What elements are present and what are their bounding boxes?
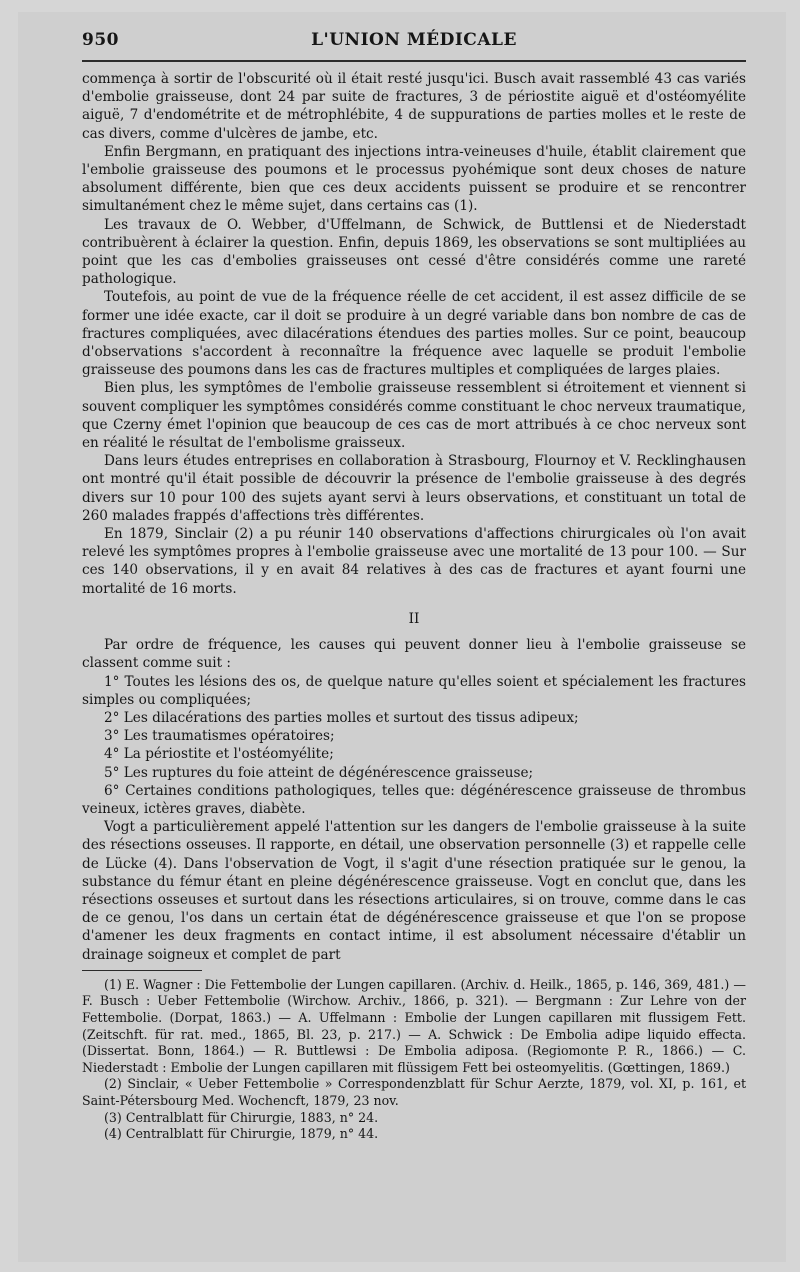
paragraph: Bien plus, les symptômes de l'embolie graisseuse ressemblent si étroitement et viennent si souvent compliquer les symptômes considérés comme constituant le choc nerveux traumatique, que Czerny émet l'opinion que beaucoup de ces cas de mort attribués à ce choc nerveux sont en réalité le résultat de l'embolisme graisseux. — [82, 380, 746, 452]
paragraph: Dans leurs études entreprises en collaboration à Strasbourg, Flournoy et V. Recklinghausen ont montré qu'il était possible de découvrir la présence de l'embolie graisseuse à des degrés divers sur 10 pour 100 des sujets ayant servi à leurs observations, et constituant un total de 260 malades frappés d'affections très différentes. — [82, 453, 746, 524]
footnotes — [82, 977, 746, 1143]
list-item: 6° Certaines conditions pathologiques, telles que: dégénérescence graisseuse de thrombus veineux, ictères graves, diabète. — [82, 782, 746, 817]
article-body — [82, 70, 746, 964]
running-header — [82, 30, 746, 58]
paragraph: En 1879, Sinclair (2) a pu réunir 140 observations d'affections chirurgicales où l'on avait relevé les symptômes propres à l'embolie graisseuse avec une mortalité de 13 pour 100. — Sur ces 140 observations, il y en avait 84 relatives à des cas de fractures et ayant fourni une mortalité de 16 morts. — [82, 526, 746, 597]
page-number: 950 — [82, 30, 119, 50]
journal-title: L'UNION MÉDICALE — [311, 30, 517, 50]
paragraph: Par ordre de fréquence, les causes qui peuvent donner lieu à l'embolie graisseuse se classent comme suit : — [82, 637, 746, 672]
footnote: (3) Centralblatt für Chirurgie, 1883, n° 24. — [104, 1109, 379, 1125]
paragraph: Enfin Bergmann, en pratiquant des injections intra-veineuses d'huile, établit clairement que l'embolie graisseuse des poumons et le processus pyohémique sont deux choses de nature absolument différente, bien que ces deux accidents puissent se produire et se rencontrer simultanément chez le même sujet, dans certains cas (1). — [82, 143, 746, 215]
list-item: 3° Les traumatismes opératoires; — [104, 728, 335, 745]
paragraph: Toutefois, au point de vue de la fréquence réelle de cet accident, il est assez difficile de se former une idée exacte, car il doit se produire à un degré variable dans bon nombre de cas de fractures compliquées, avec dilacérations étendues des parties molles. Sur ce point, beaucoup d'observations s'accordent à reconnaître la fréquence avec laquelle se produit l'embolie graisseuse des poumons dans les cas de fractures multiples et compliquées de larges plaies. — [82, 289, 746, 379]
paragraph: commença à sortir de l'obscurité où il était resté jusqu'ici. Busch avait rassemblé 43 cas variés d'embolie graisseuse, dont 24 par suite de fractures, 3 de périostite aiguë et d'ostéomyélite aiguë, 7 d'endométrite et de métrophlébite, 4 de suppurations de parties molles et le reste de cas divers, comme d'ulcères de jambe, etc. — [82, 71, 746, 142]
page — [18, 12, 786, 1262]
paragraph: Vogt a particulièrement appelé l'attention sur les dangers de l'embolie graisseuse à la suite des résections osseuses. Il rapporte, en détail, une observation personnelle (3) et rappelle celle de Lücke (4). Dans l'observation de Vogt, il s'agit d'une résection pratiquée sur le genou, la substance du fémur étant en pleine dégénérescence graisseuse. Vogt en conclut que, dans les résections osseuses et surtout dans les résections articulaires, si on trouve, comme dans le cas de ce genou, l'os dans un certain état de dégénérescence graisseuse et que l'on se propose d'amener les deux fragments en contact intime, il est absolument nécessaire d'établir un drainage soigneux et complet de part — [82, 819, 746, 963]
list-item: 4° La périostite et l'ostéomyélite; — [104, 746, 334, 763]
header-rule — [82, 60, 746, 62]
list-item: 5° Les ruptures du foie atteint de dégénérescence graisseuse; — [104, 764, 534, 781]
list-item: 1° Toutes les lésions des os, de quelque nature qu'elles soient et spécialement les fractures simples ou compliquées; — [82, 673, 746, 708]
paragraph: Les travaux de O. Webber, d'Uffelmann, de Schwick, de Buttlensi et de Niederstadt contribuèrent à éclairer la question. Enfin, depuis 1869, les observations se sont multipliées au point que les cas d'embolies graisseuses ont cessé d'être considérés comme une rareté pathologique. — [82, 216, 746, 288]
footnote: (4) Centralblatt für Chirurgie, 1879, n° 44. — [104, 1126, 379, 1142]
footnote: (2) Sinclair, « Ueber Fettembolie » Correspondenzblatt für Schur Aerzte, 1879, vol. XI, p. 161, et Saint-Pétersbourg Med. Wochencft, 1879, 23 nov. — [82, 1076, 746, 1108]
footnote: (1) E. Wagner : Die Fettembolie der Lungen capillaren. (Archiv. d. Heilk., 1865, p. 146, 369, 481.) — F. Busch : Ueber Fettembolie (Wirchow. Archiv., 1866, p. 321). — Bergmann : Zur Lehre von der Fettembolie. (Dorpat, 1863.) — A. Uffelmann : Embolie der Lungen capillaren mit flussigem Fett. (Zeitschft. für rat. med., 1865, Bl. 23, p. 217.) — A. Schwick : De Embolia adipe liquido effecta. (Dissertat. Bonn, 1864.) — R. Buttlewsi : De Embolia adiposa. (Regiomonte P. R., 1866.) — C. Niederstadt : Embolie der Lungen capillaren mit flüssigem Fett bei osteomyelitis. (Gœttingen, 1869.) — [82, 976, 746, 1075]
section-heading: II — [408, 610, 420, 627]
footnote-rule — [82, 970, 202, 971]
list-item: 2° Les dilacérations des parties molles et surtout des tissus adipeux; — [104, 709, 579, 726]
